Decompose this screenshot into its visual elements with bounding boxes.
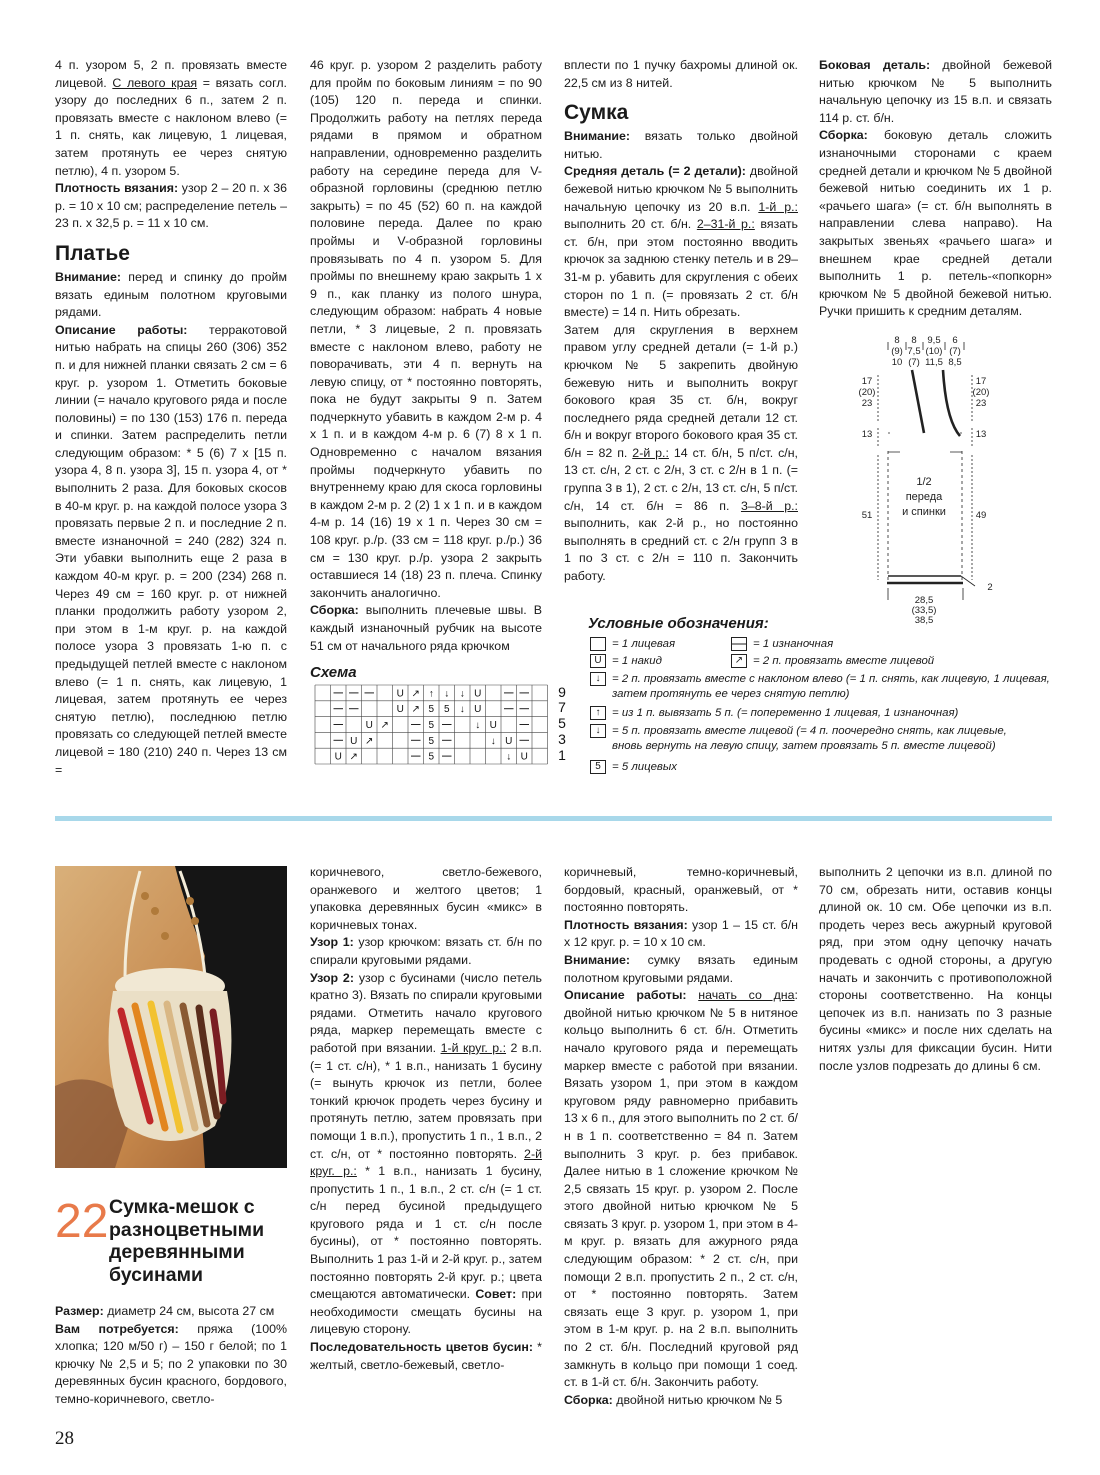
height-left: 51	[861, 510, 873, 521]
purl-stitch-icon	[731, 637, 747, 651]
chart-stitch-symbol: ↑	[428, 688, 434, 700]
chart-stitch-symbol: U	[474, 688, 482, 700]
paragraph: Внимание: перед и спинку до пройм вязать единым полотном круговыми рядами.	[55, 269, 287, 320]
article-number: 22	[55, 1195, 109, 1248]
chart-stitch-symbol: 5	[428, 704, 435, 716]
paragraph: Сборка: выполнить плечевые швы. В каждый изнаночный рубчик на высоте 51 см от начального ряда крючком	[310, 603, 542, 653]
chart-stitch-symbol: ↓	[475, 719, 481, 731]
height-right: 49	[975, 510, 987, 521]
chart-stitch-symbol: ↓	[506, 751, 512, 763]
chart-stitch-symbol: 5	[428, 719, 435, 731]
top-label: 10	[891, 357, 903, 368]
column-4-top	[819, 57, 1052, 321]
schema-title: Схема	[310, 664, 357, 681]
armhole-label-left: 23	[861, 398, 873, 409]
paragraph: Сборка: боковую деталь сложить изнаночными сторонами с краем средней детали и крючком № 5 двойной бежевой нитью соединить их 1 р. «рачьего шага» (= ст. б/н выполнять в направлении слева направо). На закрытых звеньях «рачьего шага» и внешнем крае средней детали выполнить 1 р. петель-«попкорн» крючком № 5 двойной бежевой нитью. Ручки пришить к средним деталям.	[819, 128, 1052, 319]
paragraph: Плотность вязания: узор 2 – 20 п. х 36 р. = 10 х 10 см; распределение петель – 23 п. х 32,5 р. = 11 х 10 см.	[55, 181, 287, 231]
paragraph: Описание работы: начать со дна: двойной нитью крючком № 5 в нитяное кольцо выполнить 6 ст. б/н. Отметить начало кругового ряда и перемещать маркер вместе с работой при вязании. Вязать узором 1, при этом в каждом круговом ряду равномерно прибавить 13 х 6 п., для этого выполнить по 2 ст. б/н в 1 п. соответственно = 84 п. Затем выполнить 3 круг. р. без прибавок. Далее нитью в 1 сложение крючком № 2,5 связать 15 круг. р. узором 2. После этого двойной нитью крючком № 5 связать 3 круг. р. узором 1, при этом в 4-м круг. р. вязать для ажурного ряда следующим образом: * 2 ст. с/н, при помощи 2 в.п. пропустить 2 п., 2 ст. с/н, от * постоянно повторять. Затем связать еще 3 круг. р. узором 1, при этом в 1-м круг. р. на 2 в.п. выполнить по 2 ст. б/н. Последний круговой ряд замкнуть в кольцо при помощи 1 соед. ст. в 1-й ст. б/н. Закончить работу.	[564, 988, 798, 1390]
chart-stitch-symbol: ↓	[459, 704, 465, 716]
chart-stitch-symbol: ↗	[411, 704, 420, 716]
section-divider	[55, 816, 1052, 821]
knit-stitch-icon	[590, 637, 606, 651]
chart-stitch-symbol: ↗	[365, 735, 374, 747]
legend-item-cont: вновь вернуть на левую спицу, затем провязать 5 п. вместе лицевой)	[612, 740, 996, 752]
top-label: (7)	[908, 357, 920, 368]
top-label: 6	[952, 335, 958, 346]
column-2-top	[310, 57, 542, 655]
top-label: 11,5	[925, 357, 943, 368]
column-3-bottom	[564, 864, 798, 1409]
increase-5-icon: ↑	[590, 706, 606, 720]
legend-item: = 1 изнаночная	[731, 637, 833, 651]
bag-photo	[55, 866, 287, 1168]
row-number: 3	[558, 731, 566, 747]
legend-item: U = 1 накид	[590, 654, 662, 668]
armhole-label-right: (20)	[972, 387, 990, 398]
paragraph: 4 п. узором 5, 2 п. провязать вместе лицевой. С левого края = вязать согл. узору до последних 6 п., затем 2 п. провязать вместе с наклоном влево (= 1 п. снять, как лицевую, 1 лицевая, затем протянуть ее через снятую петлю), 4 п. узором 5.	[55, 58, 287, 178]
five-knit-icon: 5	[590, 760, 606, 774]
paragraph: Размер: диаметр 24 см, высота 27 см	[55, 1304, 275, 1318]
paragraph: Узор 2: узор с бусинами (число петель кратно 3). Вязать по спирали круговыми рядами. Отметить начало кругового ряда, маркер перемещать вместе с работой при вязании. 1-й круг. р.: 2 в.п. (= 1 ст. с/н), * 1 в.п., нанизать 1 бусину (= вынуть крючок из петли, более тонкий крючок продеть через бусину и протянуть петлю, затем провязать при помощи 1 в.п.), пропустить 1 п., 1 в.п., 2 ст. с/н, от * постоянно повторять. 2-й круг. р.: * 1 в.п., нанизать 1 бусину, пропустить 1 п., 1 в.п., 2 ст. с/н (= 1 ст. с/н перед бусиной предыдущего кругового ряда и 1 ст. с/н после бусины), от * постоянно повторять. Выполнить 1 раз 1-й и 2-й круг. р., затем постоянно повторять 2-й круг. р.; цвета смещаются автоматически. Совет: при необходимости смещать бусины на лицевую сторону.	[310, 970, 543, 1337]
chart-stitch-symbol: ↓	[444, 688, 450, 700]
piece-label: 1/2	[916, 476, 932, 488]
top-label: 8	[894, 335, 900, 346]
paragraph: 46 круг. р. узором 2 разделить работу для пройм по боковым линиям = по 90 (105) 120 п. переда и спинки. Продолжить работу на петлях переда рядами в прямом и обратном направлении, одновременно разделить работу на середине переда для V-образной горловины (среднюю петлю закрыть) = по 45 (52) 60 п. на каждой половине переда. Далее по краю проймы и V-образной горловины провязывать по 4 п. узором 5. Для проймы по внешнему краю закрыть 1 х 9 п., как планку из полого шнура, следующим образом: набрать 4 новые петли, * 3 лицевые, 2 п. провязать вместе с наклоном влево, работу не поворачивать, эти 4 п. вернуть на левую спицу, от * постоянно повторять, пока не будут закрыты 9 п. Затем подчеркнуто убавить в каждом 2-м р. 4 х 1 п. и в каждом 4-м р. 6 (7) 8 х 1 п. Одновременно с началом вязания проймы подчеркнуто убавить по внутреннему краю для скоса горловины в каждом 2-м р. 2 (2) 1 х 1 п. и в каждом 4-м р. 14 (16) 19 х 1 п. Через 30 см = 108 круг. р./р. (33 см = 118 круг. р./р.) 36 см = 130 круг. р./р. узора 2 закрыть оставшиеся 14 (18) 23 п. плеча. Спинку закончить аналогично.	[310, 58, 542, 600]
legend	[588, 615, 1058, 774]
armhole-label-right: 17	[975, 376, 987, 387]
paragraph: Внимание: сумку вязать единым полотном круговыми рядами.	[564, 952, 798, 985]
piece-label: переда	[905, 491, 943, 503]
paragraph: Сборка: двойной нитью крючком № 5	[564, 1392, 783, 1407]
legend-item: ↑ = из 1 п. вывязать 5 п. (= попеременно 1 лицевая, 1 изнаночная)	[590, 706, 958, 720]
top-label: (9)	[891, 346, 903, 357]
dec-5-icon: ↓	[590, 724, 606, 738]
top-label: 9,5	[927, 335, 941, 346]
chart-stitch-symbol: ↗	[411, 688, 420, 700]
armhole-label-left: 17	[861, 376, 873, 387]
bottom-label: 28,5	[914, 595, 934, 606]
paragraph: Плотность вязания: узор 1 – 15 ст. б/н х 12 круг. р. = 10 х 10 см.	[564, 917, 798, 950]
chart-stitch-symbol: ↗	[380, 719, 389, 731]
neck-depth-right: 13	[975, 429, 987, 440]
paragraph: Боковая деталь: двойной бежевой нитью крючком № 5 выполнить начальную цепочку из 15 в.п. и связать 114 р. ст. б/н.	[819, 58, 1053, 125]
top-label: 7,5	[907, 346, 921, 357]
bottom-label: (33,5)	[911, 605, 937, 616]
armhole-label-left: (20)	[858, 387, 876, 398]
yarn-over-icon: U	[590, 654, 606, 668]
chart-stitch-symbol: U	[520, 751, 528, 763]
chart-stitch-symbol: U	[350, 735, 358, 747]
neck-depth-left: 13	[861, 429, 873, 440]
legend-item: = 1 лицевая	[590, 637, 675, 651]
garment-schematic	[850, 330, 1000, 630]
chart-stitch-symbol: ↓	[459, 688, 465, 700]
ssk-icon: ↓	[590, 672, 606, 686]
paragraph: выполнить 2 цепочки из в.п. длиной по 70 см, обрезать нити, оставив концы длиной ок. 10 см. Обе цепочки из в.п. продеть через весь ажурный круговой ряд, при этом одну цепочку начать продевать с одной стороны, а другую начать и закончить с противоположной стороны соответственно. На концы цепочек из в.п. нанизать по 3 разные бусины «микс» и после них сделать на нитях узлы для фиксации бусин. Нити после узлов подрезать до длины 6 см.	[819, 865, 1052, 1073]
section-heading-bag: Сумка	[564, 101, 629, 125]
k2tog-icon: ↗	[731, 654, 747, 668]
bottom-label: 38,5	[914, 615, 934, 626]
chart-stitch-symbol: U	[505, 735, 513, 747]
chart-stitch-symbol: 5	[428, 735, 435, 747]
page-number: 28	[55, 1428, 74, 1449]
column-1-top	[55, 57, 287, 779]
paragraph: вплести по 1 пучку бахромы длиной ок. 22,5 см из 8 нитей.	[564, 58, 798, 90]
paragraph: Узор 1: узор крючком: вязать ст. б/н по спирали круговыми рядами.	[310, 935, 542, 967]
row-number: 5	[558, 715, 566, 731]
legend-item: ↓ = 5 п. провязать вместе лицевой (= 4 п. поочередно снять, как лицевые,	[590, 724, 1007, 738]
legend-item: ↓ = 2 п. провязать вместе с наклоном влево (= 1 п. снять, как лицевую, 1 лицевая,	[590, 672, 1050, 686]
paragraph: коричневого, светло-бежевого, оранжевого и желтого цветов; 1 упаковка деревянных бусин «микс» в коричневых тонах.	[310, 865, 542, 932]
top-label: 8,5	[948, 357, 962, 368]
paragraph: коричневый, темно-коричневый, бордовый, красный, оранжевый, от * постоянно повторять.	[564, 865, 798, 915]
row-number: 1	[558, 747, 566, 763]
hem-label: 2	[987, 582, 993, 593]
chart-stitch-symbol: 5	[443, 704, 450, 716]
column-4-bottom	[819, 864, 1052, 1075]
chart-stitch-symbol: U	[396, 688, 404, 700]
paragraph: Последовательность цветов бусин: * желтый, светло-бежевый, светло-	[310, 1340, 542, 1372]
chart-stitch-symbol: ↓	[490, 735, 496, 747]
column-3-top	[564, 57, 798, 586]
row-number: 9	[558, 684, 566, 700]
chart-stitch-symbol: U	[396, 704, 404, 716]
paragraph: Затем для скругления в верхнем правом углу средней детали (= 1-й р.) крючком № 5 закрепить двойную бежевую нить и выполнить вокруг бокового края 35 ст. б/н, вокруг последнего ряда средней детали 12 ст. б/н и вокруг второго бокового края 35 ст. б/н = 82 п. 2-й р.: 14 ст. б/н, 5 п/ст. с/н, 13 ст. с/н, 2 ст. с 2/н, 3 ст. с 2/н в 1 п. (= группа 3 в 1), 2 ст. с 2/н, 13 ст. с/н, 5 п/ст. с/н, 14 ст. б/н = 86 п. 3–8-й р.: выполнить, как 2-й р., но постоянно выполнять в средний ст. с 2/н групп 3 в 1 по 3 ст. с 2/н = 110 п. Закончить работу.	[564, 322, 798, 584]
chart-stitch-symbol: U	[474, 704, 482, 716]
paragraph: Средняя деталь (= 2 детали): двойной бежевой нитью крючком № 5 выполнить начальную цепочку из 20 в.п. 1-й р.: выполнить 20 ст. б/н. 2–31-й р.: вязать ст. б/н, при этом постоянно вводить крючок за заднюю стенку петель и в 29–31-м р. убавить для скругления с обеих сторон по 1 п. (= провязать 2 ст. б/н вместе) = 14 п. Нить обрезать.	[564, 164, 798, 320]
paragraph: Вам потребуется: пряжа (100% хлопка; 120 м/50 г) – 150 г белой; по 1 крючку № 2,5 и 5; по 2 упаковки по 30 деревянных бусин красного, бордового, темно-коричневого, светло-	[55, 1321, 287, 1406]
column-1-bottom	[55, 1303, 287, 1409]
section-heading-dress: Платье	[55, 241, 130, 265]
chart-stitch-symbol: U	[489, 719, 497, 731]
column-2-bottom	[310, 864, 542, 1374]
chart-stitch-symbol: ↗	[349, 751, 358, 763]
row-number: 7	[558, 699, 566, 715]
paragraph: Внимание: вязать только двойной нитью.	[564, 129, 798, 161]
top-label: 8	[911, 335, 917, 346]
piece-label: и спинки	[902, 506, 946, 518]
legend-item: ↗ = 2 п. провязать вместе лицевой	[731, 654, 934, 668]
top-label: (10)	[925, 346, 943, 357]
legend-title: Условные обозначения:	[588, 615, 769, 632]
paragraph: Описание работы: терракотовой нитью набрать на спицы 260 (306) 352 п. и для нижней планки связать 2 см = 6 круг. р. узором 1. Отметить боковые линии (= начало кругового ряда и после половины) = по 130 (153) 176 п. переда и спинки. Затем распределить петли следующим образом: * 5 (6) 7 х [15 п. узора 4, 8 п. узора 3], 15 п. узора 4, от * выполнить 2 раза. Для боковых скосов в 40-м круг. р. на каждой полосе узора 3 провязать первые 2 п. и последние 2 п. вместе изнаночной = 240 (282) 324 п. Эти убавки выполнить еще 2 раза в каждом 40-м круг. р. = 200 (234) 268 п. Через 49 см = 160 круг. р. от нижней планки продолжить работу узором 2, при этом в 1-м круг. р. на каждой полосе узора 3 провязать 1-ю п. с предыдущей петлей вместе с наклоном влево (= 1 п. снять, как лицевую, 1 лицевая, затем протянуть ее через снятую петлю), последнюю петлю провязать со следующей петлей вместе лицевой = 180 (210) 240 п. Через 13 см =	[55, 322, 287, 777]
legend-item-cont: затем протянуть ее через снятую петлю)	[612, 688, 850, 700]
legend-item: 5 = 5 лицевых	[590, 760, 677, 774]
stitch-chart	[310, 683, 578, 768]
armhole-label-right: 23	[975, 398, 987, 409]
chart-stitch-symbol: 5	[428, 751, 435, 763]
top-label: (7)	[949, 346, 961, 357]
chart-stitch-symbol: U	[365, 719, 373, 731]
article-title: Сумка-мешок с разноцветными деревянными бусинами	[109, 1196, 265, 1286]
chart-stitch-symbol: U	[334, 751, 342, 763]
